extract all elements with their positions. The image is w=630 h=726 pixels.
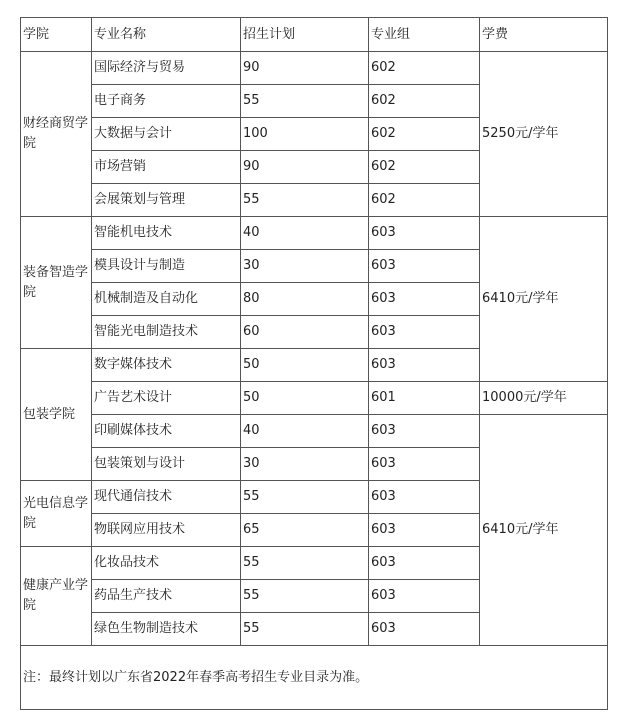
plan-cell: 100: [241, 118, 369, 151]
plan-cell: 60: [241, 316, 369, 349]
table-row: [21, 52, 608, 85]
major-cell: 数字媒体技术: [92, 349, 241, 382]
major-cell: 大数据与会计: [92, 118, 241, 151]
group-cell: 603: [369, 514, 480, 547]
major-cell: 市场营销: [92, 151, 241, 184]
plan-cell: 55: [241, 85, 369, 118]
major-cell: 智能机电技术: [92, 217, 241, 250]
major-cell: 物联网应用技术: [92, 514, 241, 547]
header-major: 专业名称: [92, 18, 241, 52]
major-cell: 国际经济与贸易: [92, 52, 241, 85]
group-cell: 603: [369, 547, 480, 580]
college-cell: 财经商贸学院: [21, 52, 92, 217]
college-cell: 光电信息学院: [21, 481, 92, 547]
group-cell: 602: [369, 184, 480, 217]
plan-cell: 80: [241, 283, 369, 316]
major-cell: 广告艺术设计: [92, 382, 241, 415]
major-cell: 智能光电制造技术: [92, 316, 241, 349]
plan-cell: 55: [241, 184, 369, 217]
fee-cell: 6410元/学年: [480, 217, 608, 382]
plan-cell: 50: [241, 349, 369, 382]
group-cell: 602: [369, 118, 480, 151]
plan-cell: 40: [241, 217, 369, 250]
group-cell: 603: [369, 580, 480, 613]
major-cell: 印刷媒体技术: [92, 415, 241, 448]
plan-cell: 65: [241, 514, 369, 547]
group-cell: 603: [369, 415, 480, 448]
group-cell: 602: [369, 52, 480, 85]
major-cell: 绿色生物制造技术: [92, 613, 241, 646]
group-cell: 603: [369, 613, 480, 646]
plan-cell: 55: [241, 481, 369, 514]
college-cell: 装备智造学院: [21, 217, 92, 349]
major-cell: 药品生产技术: [92, 580, 241, 613]
group-cell: 603: [369, 250, 480, 283]
group-cell: 603: [369, 448, 480, 481]
fee-cell: 5250元/学年: [480, 52, 608, 217]
fee-cell: 10000元/学年: [480, 382, 608, 415]
major-cell: 包装策划与设计: [92, 448, 241, 481]
header-group: 专业组: [369, 18, 480, 52]
header-college: 学院: [21, 18, 92, 52]
header-fee: 学费: [480, 18, 608, 52]
college-cell: 健康产业学院: [21, 547, 92, 646]
fee-cell: 6410元/学年: [480, 415, 608, 646]
group-cell: 603: [369, 217, 480, 250]
major-cell: 化妆品技术: [92, 547, 241, 580]
header-plan: 招生计划: [241, 18, 369, 52]
group-cell: 603: [369, 349, 480, 382]
major-cell: 机械制造及自动化: [92, 283, 241, 316]
plan-cell: 50: [241, 382, 369, 415]
table-row: [21, 415, 608, 448]
major-cell: 现代通信技术: [92, 481, 241, 514]
group-cell: 603: [369, 481, 480, 514]
major-cell: 电子商务: [92, 85, 241, 118]
table-header-row: [21, 18, 608, 52]
group-cell: 603: [369, 316, 480, 349]
group-cell: 603: [369, 283, 480, 316]
plan-cell: 30: [241, 448, 369, 481]
note-row: [21, 646, 608, 710]
plan-cell: 55: [241, 580, 369, 613]
plan-cell: 55: [241, 613, 369, 646]
table-row: [21, 217, 608, 250]
plan-cell: 30: [241, 250, 369, 283]
table-row: [21, 382, 608, 415]
plan-cell: 55: [241, 547, 369, 580]
major-cell: 会展策划与管理: [92, 184, 241, 217]
footnote-text: 注：最终计划以广东省2022年春季高考招生专业目录为准。: [21, 646, 608, 710]
admissions-plan-table: [20, 17, 608, 710]
group-cell: 602: [369, 151, 480, 184]
plan-cell: 90: [241, 52, 369, 85]
group-cell: 601: [369, 382, 480, 415]
college-cell: 包装学院: [21, 349, 92, 481]
plan-cell: 40: [241, 415, 369, 448]
major-cell: 模具设计与制造: [92, 250, 241, 283]
plan-cell: 90: [241, 151, 369, 184]
group-cell: 602: [369, 85, 480, 118]
